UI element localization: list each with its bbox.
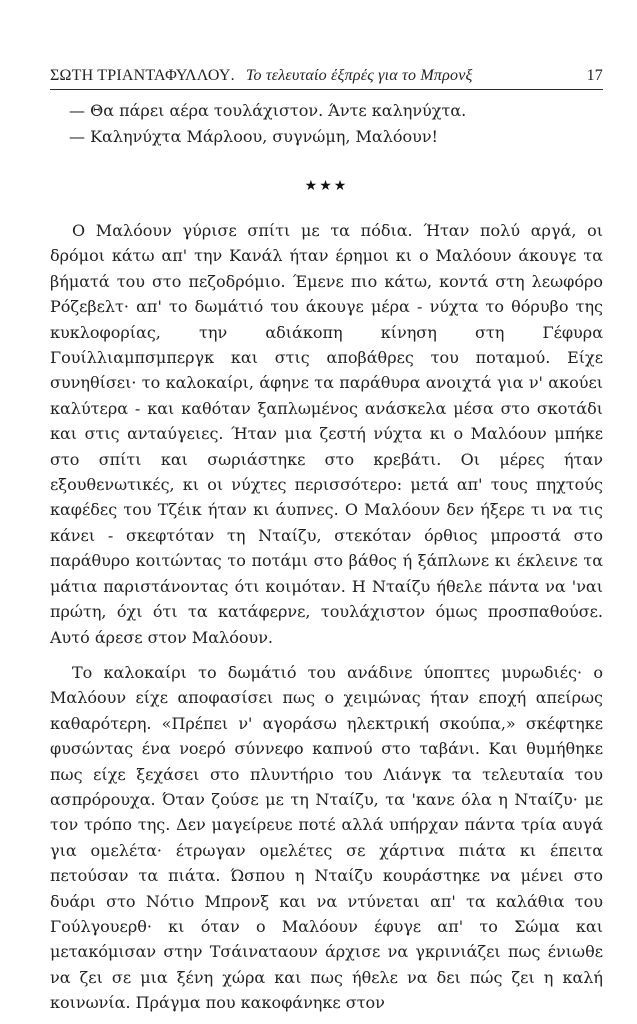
dialogue-line: — Θα πάρει αέρα τουλάχιστον. Άντε καληνύχτα. xyxy=(69,101,467,120)
dialogue-line: — Καληνύχτα Μάρλοου, συγνώμη, Μαλόουν! xyxy=(69,127,438,146)
running-head xyxy=(50,66,603,90)
page-number: 17 xyxy=(586,67,603,84)
paragraph: Ο Μαλόουν γύρισε σπίτι με τα πόδια. Ήταν πολύ αργά, οι δρόμοι κάτω απ' την Κανάλ ήταν έρημοι κι ο Μαλόουν άκουγε τα βήματά του στο πεζοδρόμιο. Έμενε πιο κάτω, κοντά στη λεωφόρο Ρόζεβελτ· απ' το δωμάτιό του άκουγε μέρα - νύχτα το θόρυβο της κυκλοφορίας, την αδιάκοπη κίνηση στη Γέφυρα Γουίλλιαμπσμπεργκ και στις αποβάθρες του ποταμού. Είχε συνηθίσει· το καλοκαίρι, άφηνε τα παράθυρα ανοιχτά για ν' ακούει καλύτερα - και καθόταν ξαπλωμένος ανάσκελα μέσα στο σκοτάδι και στις ανταύγειες. Ήταν μια ζεστή νύχτα κι ο Μαλόουν μπήκε στο σπίτι και σωριάστηκε στο κρεβάτι. Οι μέρες ήταν εξουθενωτικές, κι οι νύχτες περισσότερο: μετά απ' τους πηχτούς καφέδες του Τζέικ ήταν κι άυπνες. Ο Μαλόουν δεν ήξερε τι να τις κάνει - σκεφτόταν τη Νταίζυ, στεκόταν όρθιος μπροστά στο παράθυρο κοιτώντας το ποτάμι στο βάθος ή ξάπλωνε κι έκλεινε τα μάτια παριστάνοντας ότι κοιμόταν. Η Νταίζυ ήθελε πάντα να 'ναι πρώτη, όχι ότι τα κατάφερνε, τουλάχιστον όμως προσπαθούσε. Αυτό άρεσε στον Μαλόουν. xyxy=(50,221,603,647)
work-title: Το τελευταίο έξπρές για το Μπρονξ xyxy=(245,67,473,84)
body-text xyxy=(50,218,603,1016)
header-separator: . xyxy=(230,67,235,84)
dialogue-block xyxy=(50,98,603,150)
author-name: ΣΩΤΗ ΤΡΙΑΝΤΑΦΥΛΛΟΥ xyxy=(50,67,231,84)
paragraph: Το καλοκαίρι το δωμάτιό του ανάδινε ύποπτες μυρωδιές· ο Μαλόουν είχε αποφασίσει πως ο χειμώνας ήταν εποχή απείρως καθαρότερη. «Πρέπει ν' αγοράσω ηλεκτρική σκούπα,» σκέφτηκε φυσώντας ένα νοερό σύννεφο καπνού στο ταβάνι. Και θυμήθηκε πως είχε ξεχάσει στο πλυντήριο του Λιάνγκ τα τελευταία του ασπρόρουχα. Όταν ζούσε με τη Νταίζυ, τα 'κανε όλα η Νταίζυ· με τον τρόπο της. Δεν μαγείρευε ποτέ αλλά υπήρχαν πάντα τρία αυγά για ομελέτα· έτρωγαν ομελέτες σε χάρτινα πιάτα κι έπειτα πετούσαν τα πιάτα. Ώσπου η Νταίζυ κουράστηκε να μένει στο δυάρι στο Νότιο Μπρονξ και να ντύνεται απ' τα καλάθια του Γούλγουερθ· κι όταν ο Μαλόουν έφυγε απ' το Σώμα και μετακόμισαν στην Τσάιναταουν άρχισε να γκρινιάζει πως ένιωθε να ζει σε μια ξένη χώρα και πως ήθελε να δει πώς ζει η καλή κοινωνία. Πράγμα που κακοφάνηκε στον xyxy=(50,662,603,1013)
section-break-asterisks: ★★★ xyxy=(304,178,349,194)
